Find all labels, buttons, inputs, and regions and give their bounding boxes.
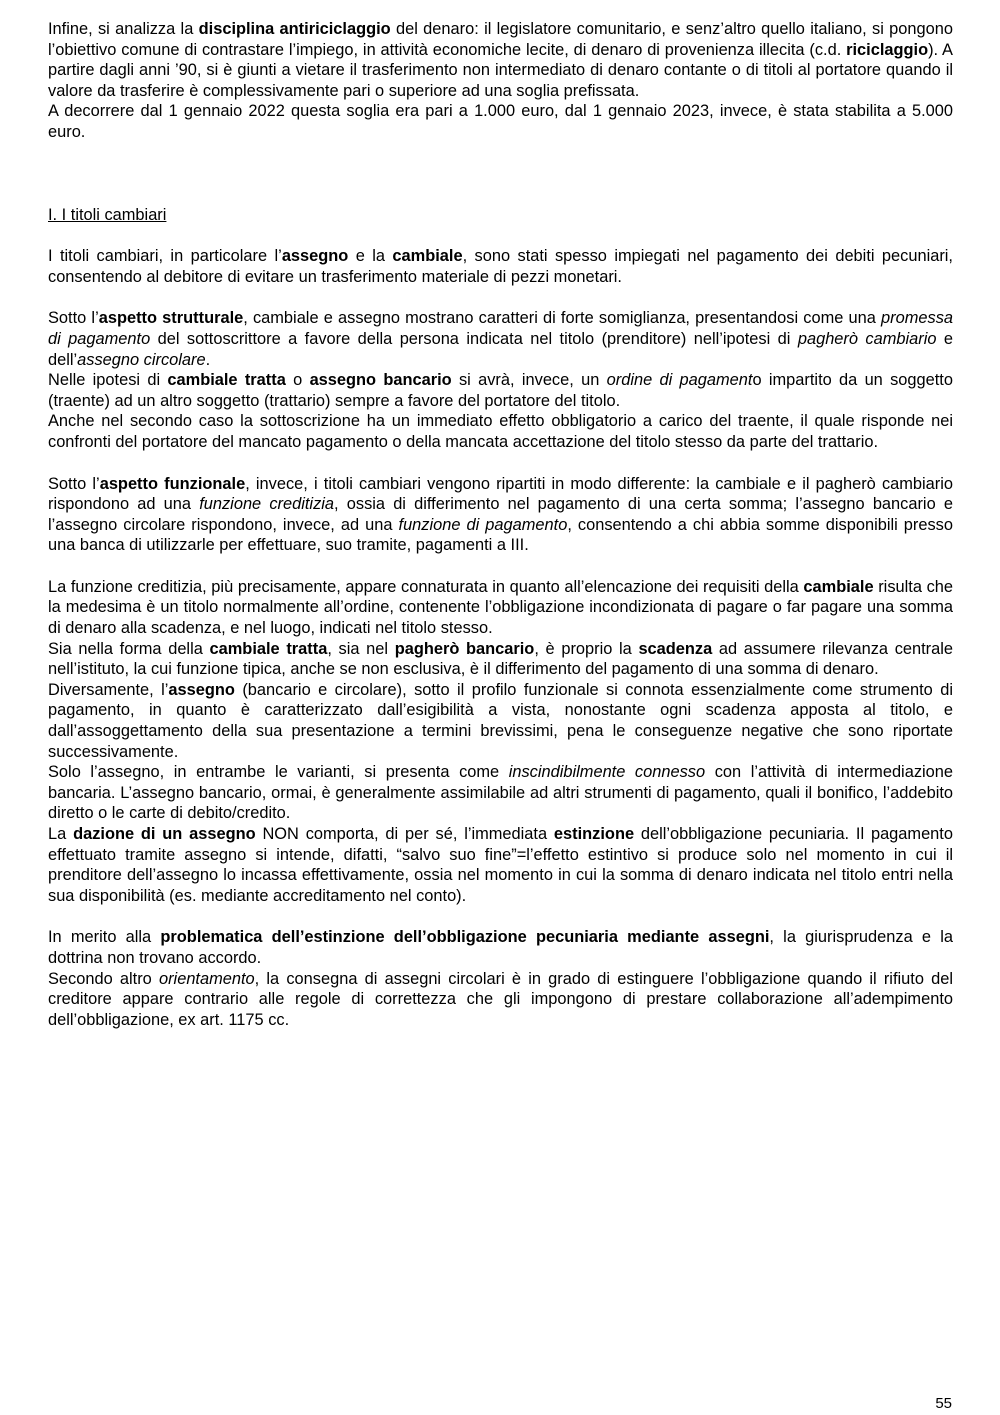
bold-text: assegno [281,247,349,266]
paragraph-soglia [48,101,953,142]
text-run: e dell’ [48,329,953,369]
text-run: , la consegna di assegni circolari è in grado di estinguere l’obbligazione quando il rifiuto del creditore appare contrario alle regole di correttezza che gli impongono di prestare collaborazione all’adempimento dell’obbligazione, ex art. 1175 cc. [48,969,953,1029]
text-run: e la [348,247,393,266]
italic-text: funzione creditizia [199,495,335,514]
bold-text: cambiale [803,577,874,596]
text-run: , sono stati spesso impiegati nel pagamento dei debiti pecuniari, consentendo al debitore di evitare un trasferimento materiale di pezzi monetari. [48,247,953,286]
text-run: Sotto l’ [48,474,100,493]
text-run: con l’attività di intermediazione bancaria. L’assegno bancario, ormai, è generalmente assimilabile ad altri strumenti di pagamento, quali il bonifico, l’addebito diretto o le carte di debito/credito. [48,763,953,823]
text-run: Diversamente, l’ [48,680,169,699]
text-run: (bancario e circolare), sotto il profilo funzionale si connota essenzialmente come strumento di pagamento, in quanto è caratterizzato dall’esigibilità a vista, nonostante ogni scadenza apposta al titolo, e dall’assoggettamento della sua presentazione a termini brevissimi, pena le conseguenze negative che sono riportate successivamente. [48,680,953,761]
bold-text: cambiale tratta [167,371,286,390]
italic-text: inscindibilmente connesso [508,763,706,782]
spacer [48,143,953,205]
paragraph-dazione [48,824,953,906]
section-heading: I. I titoli cambiari [48,205,167,224]
italic-text: ordine di pagament [606,371,753,390]
paragraph-scadenza [48,639,953,680]
text-run: A decorrere dal 1 gennaio 2022 questa soglia era pari a 1.000 euro, dal 1 gennaio 2023, invece, è stata stabilita a 5.000 euro. [48,102,953,141]
page-number: 55 [935,1395,952,1412]
paragraph-aspetto-funzionale [48,474,953,556]
text-run: ). A partire dagli anni ’90, si è giunti a vietare il trasferimento non intermediato di denaro contante o di titoli al portatore quando il valore da trasferire è complessivamente pari o superiore ad una soglia prefissata. [48,40,953,100]
paragraph-titoli-cambiari [48,246,953,287]
spacer [48,453,953,474]
paragraph-antiriciclaggio [48,19,953,101]
bold-text: cambiale tratta [209,639,328,658]
bold-text: scadenza [638,639,713,658]
text-run: , la giurisprudenza e la dottrina non trovano accordo. [48,928,953,967]
text-run: In merito alla [48,928,161,947]
italic-text: pagherò cambiario [797,329,937,348]
spacer [48,906,953,927]
paragraph-assegno [48,680,953,762]
paragraph-cambiale-tratta [48,370,953,411]
bold-text: dazione di un assegno [73,825,256,843]
paragraph-problematica [48,927,953,968]
italic-text: promessa di pagamento [48,309,954,348]
text-run: La [48,825,74,843]
document-page [48,19,953,1030]
bold-text: estinzione [553,825,635,843]
text-run: , è proprio la [534,639,639,658]
text-run: o impartito da un soggetto (traente) ad un altro soggetto (trattario) sempre a favore del portatore del titolo. [48,371,953,410]
text-run: Solo l’assegno, in entrambe le varianti, si presenta come [48,763,509,782]
paragraph-aspetto-strutturale [48,308,953,370]
bold-text: aspetto strutturale [98,309,244,328]
spacer [48,287,953,308]
italic-text: assegno circolare [77,350,206,369]
italic-text: orientamento [158,969,255,988]
text-run: I titoli cambiari, in particolare l’ [48,247,282,266]
paragraph-orientamento [48,969,953,1031]
text-run: , cambiale e assegno mostrano caratteri di forte somiglianza, presentandosi come una [243,309,882,328]
text-run: Nelle ipotesi di [48,371,168,390]
bold-text: problematica dell’estinzione dell’obbligazione pecuniaria mediante assegni [160,928,770,947]
text-run: del sottoscrittore a favore della persona indicata nel titolo (prenditore) nell’ipotesi di [150,329,798,348]
text-run: si avrà, invece, un [451,371,607,390]
bold-text: riciclaggio [846,40,929,59]
text-run: NON comporta, di per sé, l’immediata [255,825,554,843]
text-run: risulta che la medesima è un titolo normalmente all’ordine, contenente l’obbligazione incondizionata di pagare o far pagare una somma di denaro alla scadenza, e nel luogo, indicati nel titolo stesso. [48,577,953,638]
text-run: Infine, si analizza la [48,20,199,38]
text-run: Secondo altro [48,969,159,988]
text-run: Anche nel secondo caso la sottoscrizione ha un immediato effetto obbligatorio a carico del traente, il quale risponde nei confronti del portatore del mancato pagamento o della mancata accettazione del titolo stesso da parte del trattario. [48,412,953,451]
spacer [48,556,953,577]
bold-text: cambiale [392,247,463,266]
text-run: , sia nel [327,639,395,658]
text-run: . [205,350,211,369]
bold-text: assegno [168,680,235,699]
spacer [48,225,953,246]
bold-text: assegno bancario [309,371,452,390]
text-run: , consentendo a chi abbia somme disponibili presso una banca di utilizzarle per effettuare, suo tramite, pagamenti a III. [48,515,953,555]
text-run: del denaro: il legislatore comunitario, e senz’altro quello italiano, si pongono l’obiettivo comune di contrastare l’impiego, in attività economiche lecite, di denaro di provenienza illecita (c.d. [48,20,953,59]
text-run: Sia nella forma della [48,639,210,658]
bold-text: pagherò bancario [394,639,535,658]
text-run: , invece, i titoli cambiari vengono ripartiti in modo differente: la cambiale e il pagherò cambiario rispondono ad una [48,474,953,514]
text-run: La funzione creditizia, più precisamente, appare connaturata in quanto all’elencazione dei requisiti della [48,577,804,596]
text-run: ad assumere rilevanza centrale nell’istituto, la cui funzione tipica, anche se non esclusiva, è il differimento del pagamento di una somma di denaro. [48,639,954,679]
text-run: dell’obbligazione pecuniaria. Il pagamento effettuato tramite assegno si intende, difatti, “salvo suo fine”=l’effetto estintivo si produce solo nel momento in cui il prenditore dell’assegno lo incassa effettivamente, ossia nel momento in cui la somma di denaro indicata nel titolo entri nella sua disponibilità (es. mediante accreditamento nel conto). [48,825,953,905]
text-run: , ossia di differimento nel pagamento di una certa somma; l’assegno bancario e l’assegno circolare rispondono, invece, ad una [48,495,953,534]
text-run: Sotto l’ [48,309,99,328]
paragraph-funzione-creditizia [48,577,953,639]
paragraph-secondo-caso [48,411,953,452]
paragraph-intermediazione [48,762,953,824]
text-run: o [285,371,310,390]
italic-text: funzione di pagamento [398,515,568,534]
bold-text: aspetto funzionale [99,474,246,493]
bold-text: disciplina antiriciclaggio [198,20,391,38]
